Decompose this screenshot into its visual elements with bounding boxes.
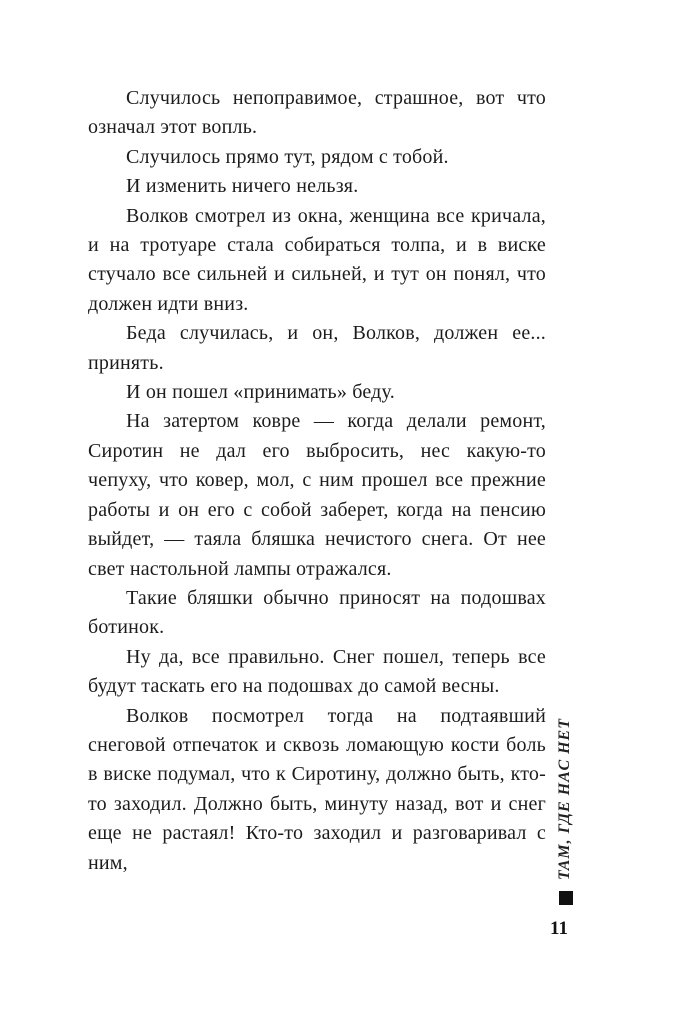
- paragraph: Волков смотрел из окна, женщина все кричала, и на тротуаре стала собираться толпа, и в виске стучало все сильней и сильней, и тут он понял, что должен идти вниз.: [88, 204, 546, 315]
- body-text: [88, 84, 546, 878]
- paragraph: На затертом ковре — когда делали ремонт, Сиротин не дал его выбросить, нес какую-то чепуху, что ковер, мол, с ним прошел все прежние работы и он его с собой заберет, когда на пенсию выйдет, — таяла бляшка нечистого снега. От нее свет настольной лампы отражался.: [88, 410, 546, 580]
- margin-book-title: ТАМ, ГДЕ НАС НЕТ: [556, 717, 573, 880]
- margin-column: [552, 695, 582, 945]
- paragraph: И он пошел «принимать» беду.: [126, 381, 395, 404]
- paragraph: Случилось прямо тут, рядом с тобой.: [126, 145, 449, 168]
- paragraph: И изменить ничего нельзя.: [126, 175, 359, 198]
- paragraph: Такие бляшки обычно приносят на подошвах ботинок.: [88, 586, 546, 639]
- black-square-marker: [559, 891, 573, 905]
- page-number: 11: [550, 918, 568, 939]
- paragraph: Ну да, все правильно. Снег пошел, теперь все будут таскать его на подошвах до самой весны.: [88, 645, 546, 698]
- paragraph: Волков посмотрел тогда на подтаявший снеговой отпечаток и сквозь ломающую кости боль в виске подумал, что к Сиротину, должно быть, кто-то заходил. Должно быть, минуту назад, вот и снег еще не растаял! Кто-то заходил и разговаривал с ним,: [88, 704, 546, 874]
- paragraph: Случилось непоправимое, страшное, вот что означал этот вопль.: [88, 87, 546, 139]
- paragraph: Беда случилась, и он, Волков, должен ее... принять.: [88, 322, 546, 374]
